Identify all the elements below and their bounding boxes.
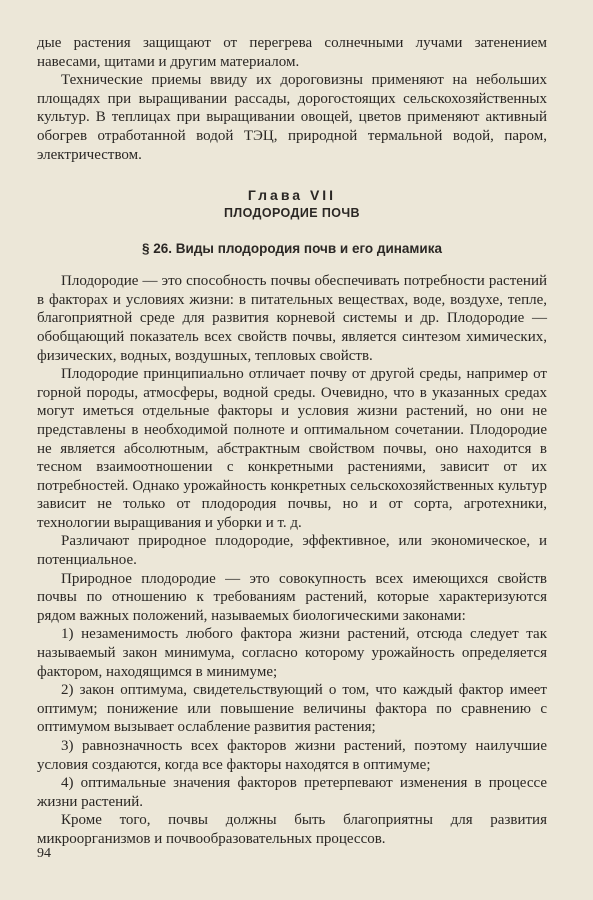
- chapter-title: Глава VII: [247, 187, 337, 204]
- section-heading: § 26. Виды плодородия почв и его динамика: [142, 241, 442, 257]
- law-item-1: 1) незаменимость любого фактора жизни растений, отсюда следует так называемый закон минимума, согласно которому урожайность определяется фактором, находящимся в минимуме;: [37, 626, 547, 680]
- page-number: 94: [37, 846, 51, 861]
- chapter-subtitle: ПЛОДОРОДИЕ ПОЧВ: [224, 206, 360, 221]
- paragraph-natural-fertility: Природное плодородие — это совокупность всех имеющихся свойств почвы по отношению к требованиям растений, которые характеризуются рядом важных положений, называемых биологическими законами:: [37, 570, 547, 624]
- law-item-4: 4) оптимальные значения факторов претерпевают изменения в процессе жизни растений.: [37, 775, 547, 810]
- chapter-header: [37, 186, 547, 222]
- paragraph-closing: Кроме того, почвы должны быть благоприятны для развития микроорганизмов и почвообразовательных процессов.: [37, 812, 547, 847]
- paragraph-fertility-distinction: Плодородие принципиально отличает почву от другой среды, например от горной породы, атмосферы, водной среды. Очевидно, что в указанных средах могут иметься отдельные факторы и условия жизни растений, но они не представлены в необходимой полноте и оптимальном сочетании. Плодородие не является абсолютным, абстрактным свойством почвы, оно находится в тесном взаимоотношении с конкретными растениями, зависит от их потребностей. Однако урожайность конкретных сельскохозяйственных культур зависит не только от плодородия почвы, но и от сорта, агротехники, технологии выращивания и уборки и т. д.: [37, 366, 547, 531]
- paragraph-technical-methods: Технические приемы ввиду их дороговизны применяют на небольших площадях при выращивании рассады, дорогостоящих сельскохозяйственных культур. В теплицах при выращивании овощей, цветов применяют активный обогрев отработанной водой ТЭЦ, природной термальной водой, паром, электричеством.: [37, 72, 547, 163]
- paragraph-fertility-definition: Плодородие — это способность почвы обеспечивать потребности растений в факторах и условиях жизни: в питательных веществах, воде, воздухе, тепле, благоприятной среде для развития корневой системы и др. Плодородие — обобщающий показатель всех свойств почвы, является синтезом химических, физических, водных, воздушных, тепловых свойств.: [37, 273, 547, 364]
- law-item-2: 2) закон оптимума, свидетельствующий о том, что каждый фактор имеет оптимум; понижение или повышение величины фактора по сравнению с оптимумом вызывает ослабление развития растения;: [37, 682, 547, 736]
- law-item-3: 3) равнозначность всех факторов жизни растений, поэтому наилучшие условия создаются, когда все факторы находятся в оптимуме;: [37, 738, 547, 773]
- paragraph-fertility-types: Различают природное плодородие, эффективное, или экономическое, и потенциальное.: [37, 533, 547, 569]
- paragraph-continuation: дые растения защищают от перегрева солнечными лучами затенением навесами, щитами и другим материалом.: [37, 35, 547, 70]
